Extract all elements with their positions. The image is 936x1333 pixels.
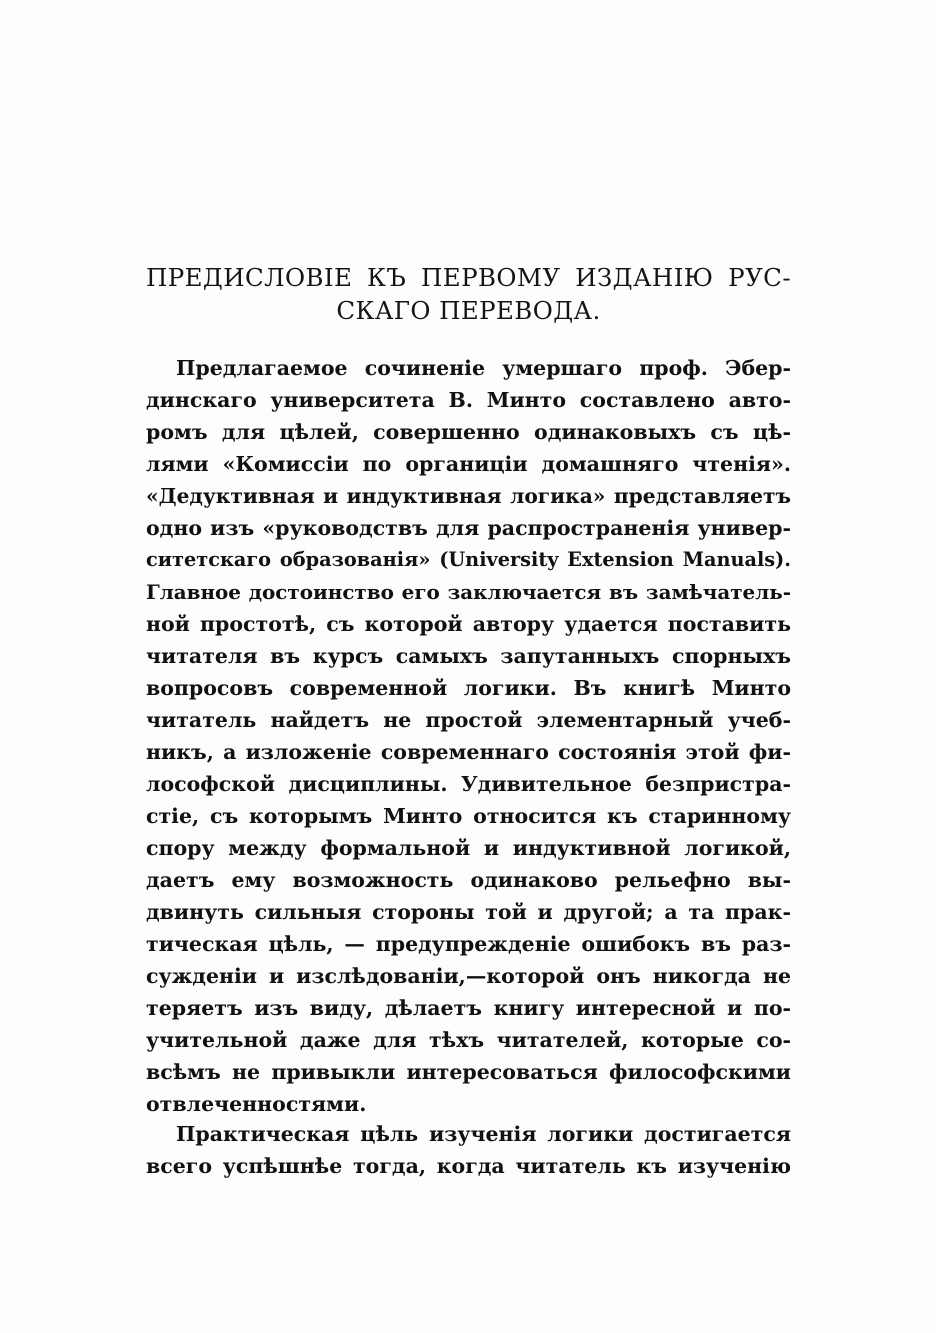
text-line: ной простотѣ, съ которой автору удается поставить: [146, 612, 791, 636]
text-line: отвлеченностями.: [146, 1092, 367, 1116]
text-line: учительной даже для тѣхъ читателей, которые со-: [146, 1028, 791, 1052]
text-line: теряетъ изъ виду, дѣлаетъ книгу интересной и по-: [146, 996, 791, 1020]
text-line: двинуть сильныя стороны той и другой; а та прак-: [146, 900, 791, 924]
text-line: сужденіи и изслѣдованіи,—которой онъ никогда не: [146, 964, 791, 988]
text-line: Практическая цѣль изученія логики достигается: [176, 1122, 791, 1146]
page-heading-line-1: ПРЕДИСЛОВІЕ КЪ ПЕРВОМУ ИЗДАНІЮ РУС-: [146, 263, 791, 292]
text-line: всѣмъ не привыкли интересоваться философскими: [146, 1060, 791, 1084]
page-heading-line-2: СКАГО ПЕРЕВОДА.: [336, 296, 601, 325]
text-line: «Дедуктивная и индуктивная логика» представляетъ: [146, 484, 791, 508]
text-line: вопросовъ современной логики. Въ книгѣ Минто: [146, 676, 791, 700]
text-line: тическая цѣль, — предупрежденіе ошибокъ въ раз-: [146, 932, 791, 956]
text-line: лями «Комиссіи по органиціи домашняго чтенія».: [146, 452, 791, 476]
text-line: динскаго университета В. Минто составлено авто-: [146, 388, 791, 412]
text-line: ромъ для цѣлей, совершенно одинаковыхъ съ цѣ-: [146, 420, 791, 444]
text-line: всего успѣшнѣе тогда, когда читатель къ изученію: [146, 1154, 791, 1178]
text-line: читателя въ курсъ самыхъ запутанныхъ спорныхъ: [146, 644, 791, 668]
text-line: никъ, а изложеніе современнаго состоянія этой фи-: [146, 740, 791, 764]
text-line: ситетскаго образованія» (University Extension Manuals).: [146, 548, 791, 571]
text-line: спору между формальной и индуктивной логикой,: [146, 836, 791, 860]
text-line: стіе, съ которымъ Минто относится къ старинному: [146, 804, 791, 828]
text-line: даетъ ему возможность одинаково рельефно вы-: [146, 868, 791, 892]
text-line: читатель найдетъ не простой элементарный учеб-: [146, 708, 791, 732]
text-line: Главное достоинство его заключается въ замѣчатель-: [146, 580, 791, 604]
text-line: одно изъ «руководствъ для распространенія универ-: [146, 516, 791, 540]
text-line: Предлагаемое сочиненіе умершаго проф. Эбер-: [176, 356, 791, 380]
text-line: лософской дисциплины. Удивительное безпристра-: [146, 772, 791, 796]
